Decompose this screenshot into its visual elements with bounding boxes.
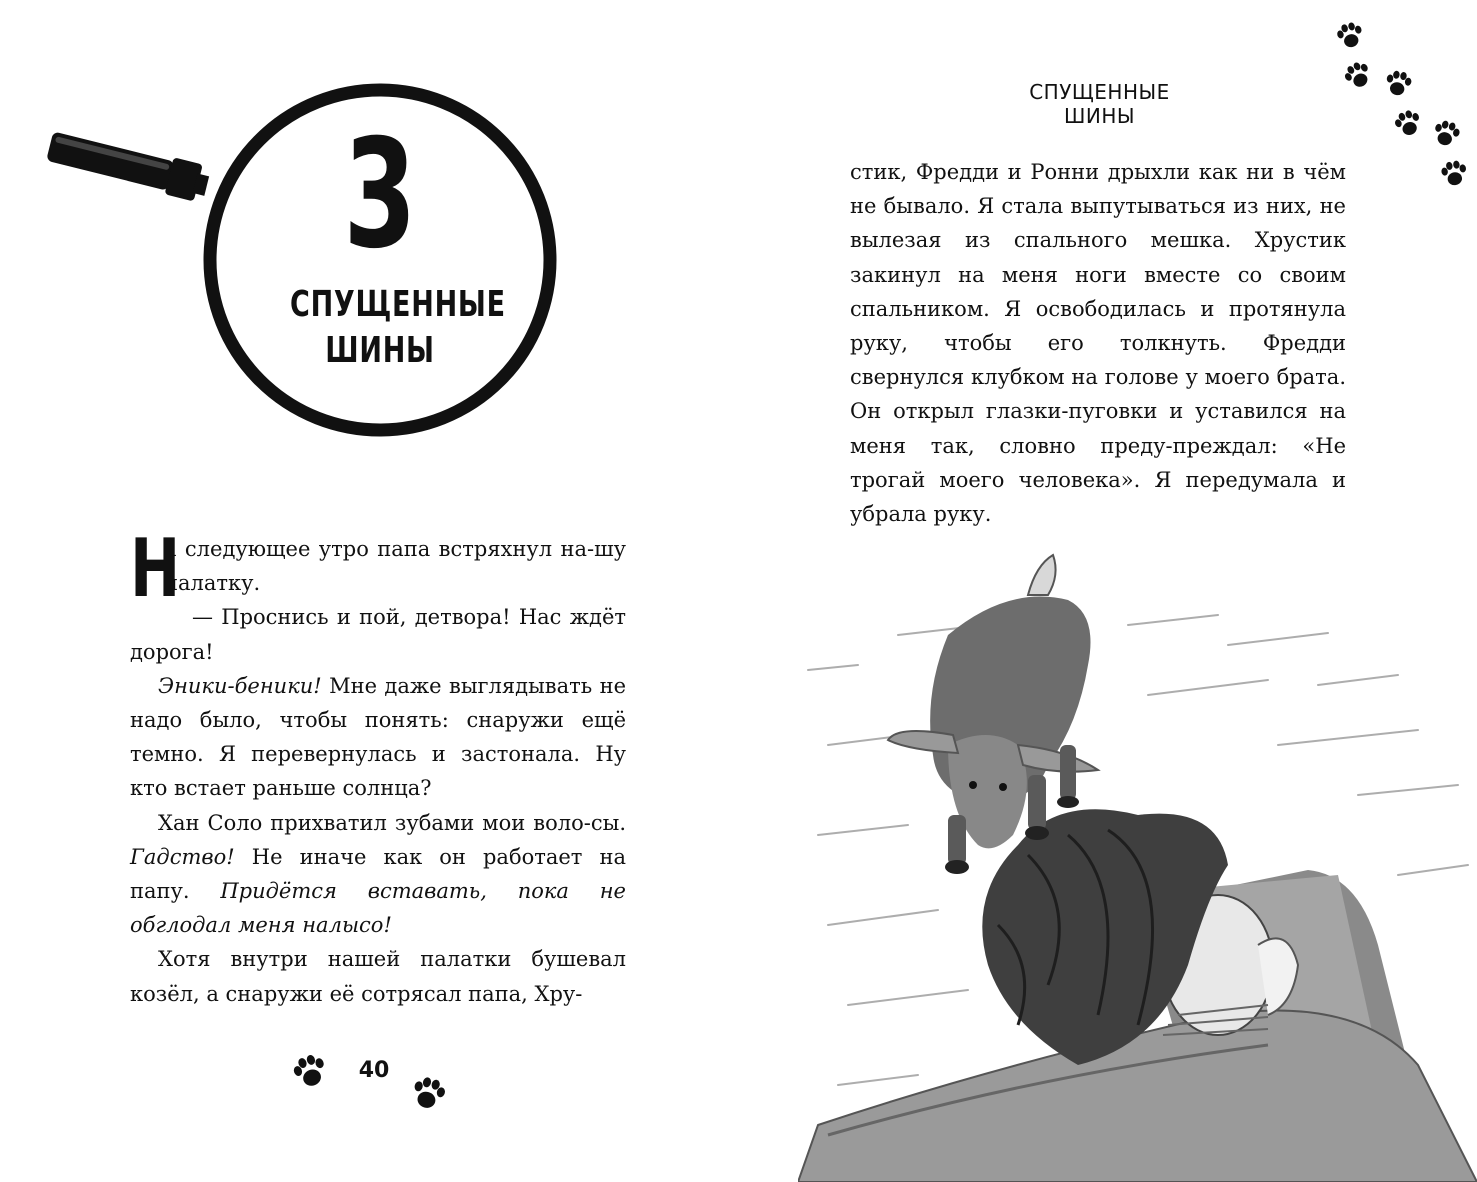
paw-print-icon bbox=[290, 1052, 330, 1092]
chapter-title-line-1: СПУЩЕННЫЕ bbox=[290, 284, 506, 325]
paw-print-icon bbox=[1342, 60, 1374, 92]
chapter-title-line-2: ШИНЫ bbox=[325, 330, 435, 371]
paw-print-icon bbox=[1392, 108, 1424, 140]
paragraph-4-text-a: Хан Соло прихватил зубами мои воло-сы. bbox=[158, 810, 626, 835]
paw-print-icon bbox=[1382, 68, 1414, 100]
italic-phrase: Гадство! bbox=[130, 844, 235, 869]
paragraph-3 bbox=[130, 669, 626, 806]
paragraph-4-text-b: Не иначе как он работает на папу. bbox=[130, 844, 626, 904]
paw-print-icon bbox=[1430, 118, 1462, 150]
right-page bbox=[738, 0, 1477, 1182]
paragraph-3-text: Мне даже выглядывать не надо было, чтобы понять: снаружи ещё темно. Я перевернулась и застонала. Ну кто встает раньше солнца? bbox=[130, 673, 626, 801]
paragraph-1-text: а следующее утро папа встряхнул на-шу палатку. bbox=[164, 537, 626, 596]
italic-phrase: Придётся вставать, пока не обглодал меня налысо! bbox=[130, 879, 626, 938]
left-page bbox=[0, 0, 738, 1182]
right-body-text bbox=[850, 155, 1346, 531]
paw-print-icon bbox=[1438, 158, 1470, 190]
drop-cap: Н bbox=[130, 522, 181, 615]
page-number: 40 bbox=[358, 1058, 390, 1083]
paragraph-5: Хотя внутри нашей палатки бушевал козёл, а снаружи её сотрясал папа, Хру- bbox=[130, 947, 626, 1006]
paw-print-icon bbox=[1334, 20, 1366, 52]
chapter-title bbox=[290, 282, 506, 374]
running-head: СПУЩЕННЫЕ ШИНЫ bbox=[1029, 80, 1170, 128]
paragraph-1 bbox=[130, 522, 626, 615]
paragraph-2: — Проснись и пой, детвора! Нас ждёт дорога! bbox=[130, 605, 626, 664]
goat-and-sleeping-girl-illustration bbox=[798, 545, 1477, 1182]
paragraph-4 bbox=[130, 806, 626, 943]
paw-print-icon bbox=[408, 1074, 448, 1114]
paragraph-continued: стик, Фредди и Ронни дрыхли как ни в чём не бывало. Я стала выпутываться из них, не вылезая из спального мешка. Хрустик закинул на меня ноги вместе со своим спальником. Я освободилась и протянула руку, чтобы его толкнуть. Фредди свернулся клубком на голове у моего брата. Он открыл глазки-пуговки и уставился на меня так, словно преду-преждал: «Не трогай моего человека». Я передумала и убрала руку. bbox=[850, 160, 1346, 527]
left-body-text bbox=[130, 522, 626, 1011]
chapter-number: 3 bbox=[343, 108, 417, 282]
italic-phrase: Эники-беники! bbox=[158, 673, 322, 698]
